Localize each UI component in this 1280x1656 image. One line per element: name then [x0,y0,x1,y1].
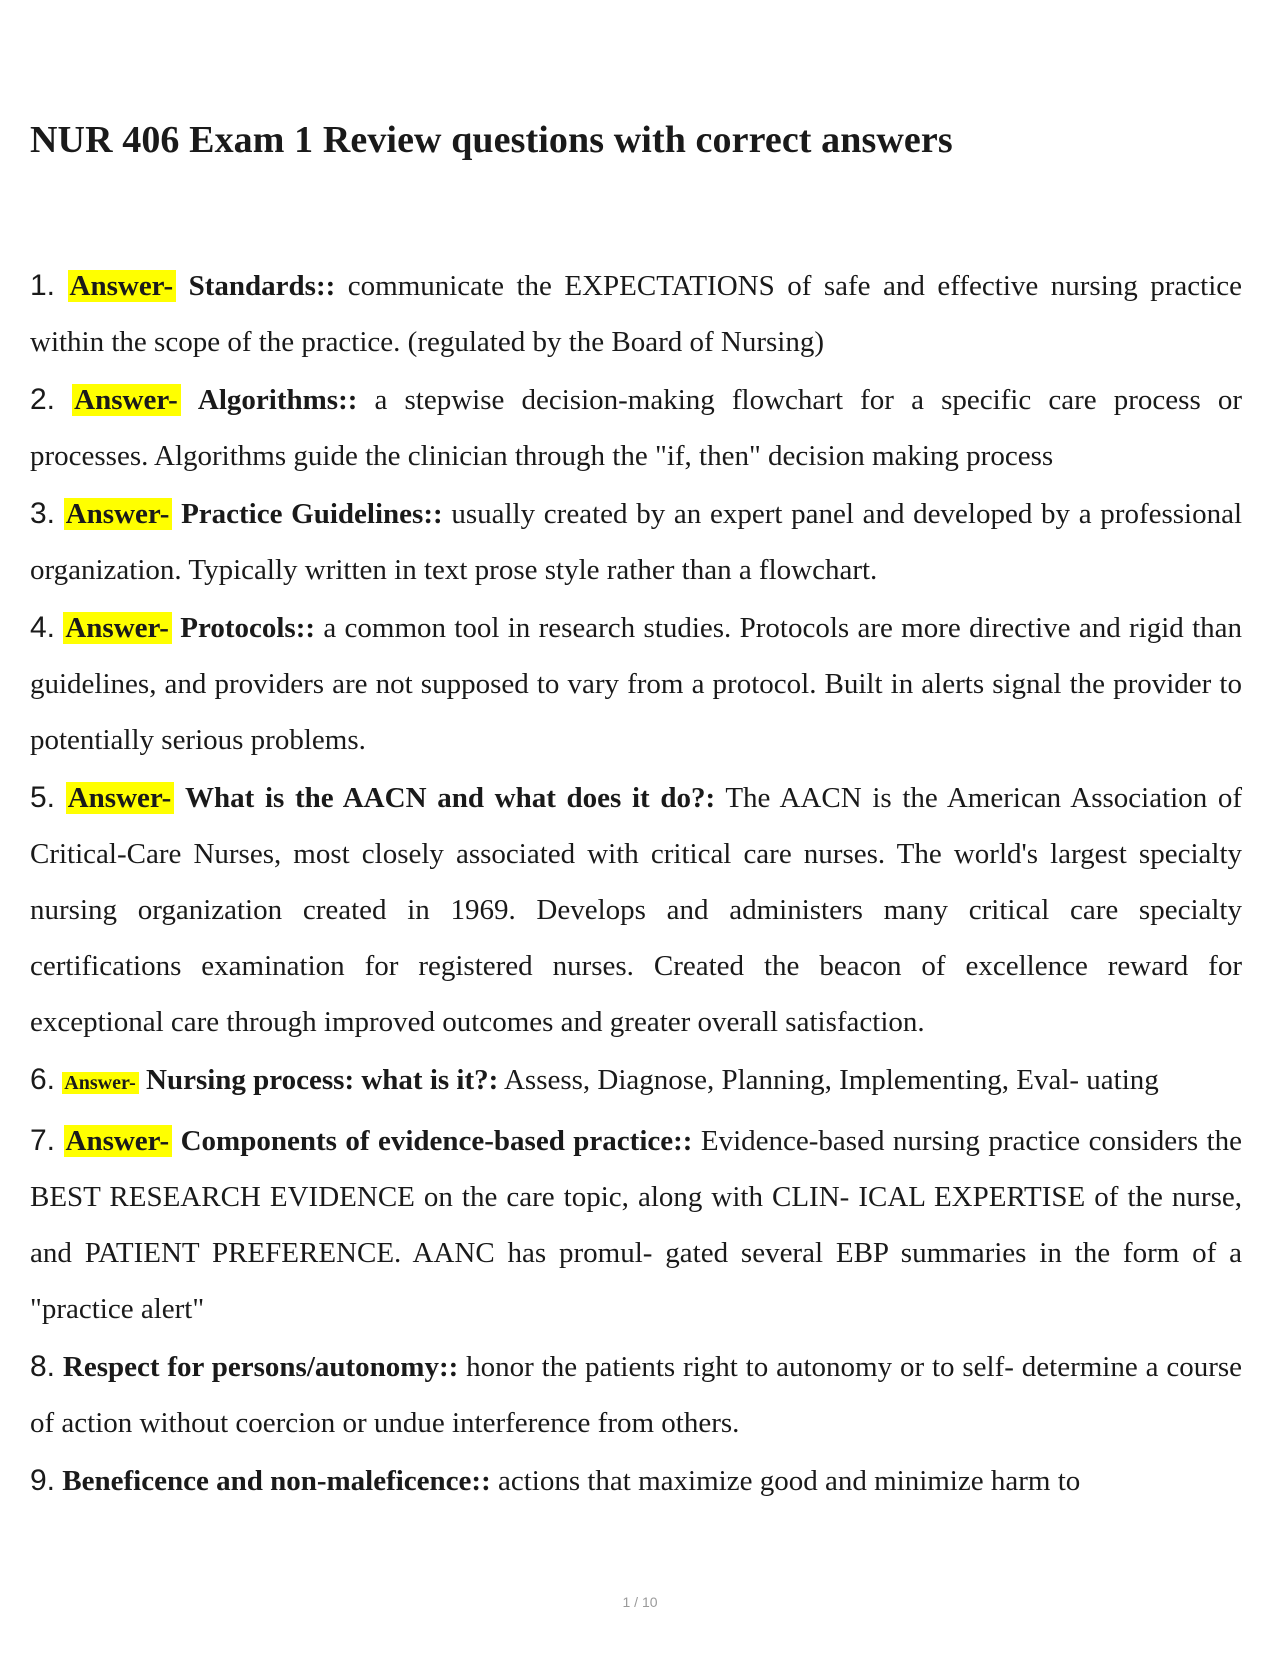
answer-highlight: Answer- [63,612,172,644]
item-term: Algorithms:: [197,384,358,416]
list-item [30,258,1242,370]
item-term: Practice Guidelines:: [181,498,443,530]
item-number: 5. [30,781,56,814]
item-term: Respect for persons/autonomy:: [62,1351,459,1383]
item-definition: honor the patients right to autonomy or to self- determine a course of action without coercion or undue interference from others. [30,1351,1243,1439]
list-item [30,1113,1242,1337]
question-list [30,258,1242,1511]
item-number: 7. [30,1124,56,1157]
list-item [30,486,1242,598]
item-definition: communicate the EXPECTATIONS of safe and effective nursing practice within the scope of the practice. (regulated by the Board of Nursing) [30,270,1242,358]
item-term: Beneficence and non-maleficence:: [62,1465,491,1497]
item-definition: usually created by an expert panel and developed by a professional organization. Typically written in text prose style rather than a flowchart. [30,498,1243,586]
answer-highlight: Answer- [64,498,173,530]
list-item [30,600,1242,768]
document-title: NUR 406 Exam 1 Review questions with correct answers [30,119,953,161]
item-definition: actions that maximize good and minimize harm to [490,1465,1081,1497]
item-number: 8. [30,1350,56,1383]
item-term: What is the AACN and what does it do?: [185,782,716,814]
list-item [30,372,1242,484]
item-number: 6. [30,1063,56,1096]
item-definition: The AACN is the American Association of Critical-Care Nurses, most closely associated with critical care nurses. The world's largest specialty nursing organization created in 1969. Develops and administers many critical care specialty certifications examination for registered nurses. Created the beacon of excellence reward for exceptional care through improved outcomes and greater overall satisfaction. [30,782,1243,1038]
item-number: 1. [30,269,56,302]
answer-highlight: Answer- [66,782,175,814]
answer-highlight: Answer- [72,384,181,416]
list-item [30,1339,1242,1451]
list-item [30,1052,1242,1111]
list-item [30,1453,1242,1509]
list-item [30,770,1242,1050]
item-definition: Evidence-based nursing practice considers the BEST RESEARCH EVIDENCE on the care topic, along with CLIN- ICAL EXPERTISE of the nurse, and PATIENT PREFERENCE. AANC has promul- gated several EBP summaries in the form of a "practice alert" [30,1125,1243,1325]
item-number: 9. [30,1464,56,1497]
item-definition: a stepwise decision-making flowchart for a specific care process or processes. Algorithms guide the clinician through the "if, then" decision making process [30,384,1243,472]
item-definition: a common tool in research studies. Protocols are more directive and rigid than guidelines, and providers are not supposed to vary from a protocol. Built in alerts signal the provider to potentially serious problems. [30,612,1243,756]
answer-highlight: Answer- [68,270,177,302]
page-number: 1 / 10 [622,1594,658,1610]
item-number: 2. [30,383,56,416]
answer-highlight: Answer- [64,1125,173,1157]
item-number: 3. [30,497,56,530]
item-definition: Assess, Diagnose, Planning, Implementing, Eval- uating [498,1064,1159,1096]
item-term: Components of evidence-based practice:: [180,1125,693,1157]
item-term: Nursing process: what is it?: [146,1064,499,1096]
item-term: Standards:: [188,270,336,302]
answer-highlight: Answer- [62,1072,138,1094]
item-number: 4. [30,611,56,644]
item-term: Protocols:: [180,612,316,644]
